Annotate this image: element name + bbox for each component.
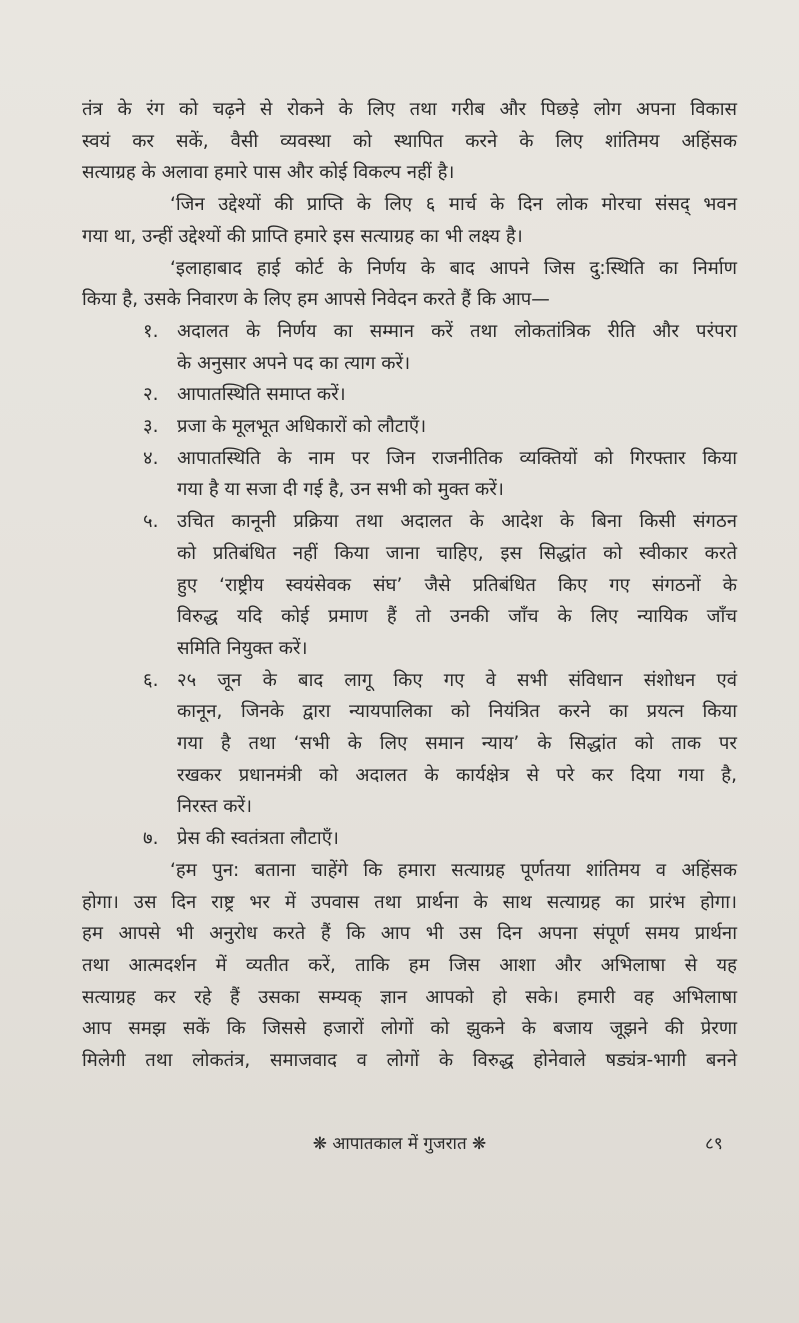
paragraph-line: होगा। उस दिन राष्ट्र भर में उपवास तथा प्रार्थना के साथ सत्याग्रह का प्रारंभ होगा।: [82, 891, 737, 913]
list-item-number: ३.: [143, 416, 159, 437]
list-item-number: ७.: [143, 828, 159, 850]
paragraph-line: ‘जिन उद्देश्यों की प्राप्ति के लिए ६ मार्च के दिन लोक मोरचा संसद् भवन: [170, 194, 737, 216]
paragraph-line: हम आपसे भी अनुरोध करते हैं कि आप भी उस दिन अपना संपूर्ण समय प्रार्थना: [82, 923, 737, 945]
list-item-line: कानून, जिनके द्वारा न्यायपालिका को नियंत्रित करने का प्रयत्न किया: [177, 701, 737, 723]
paragraph-line: ‘इलाहाबाद हाई कोर्ट के निर्णय के बाद आपने जिस दु:स्थिति का निर्माण: [170, 257, 737, 279]
list-item-line: आपातस्थिति समाप्त करें।: [177, 384, 346, 406]
list-item-line: के अनुसार अपने पद का त्याग करें।: [177, 352, 411, 374]
list-item-line: हुए ‘राष्ट्रीय स्वयंसेवक संघ’ जैसे प्रतिबंधित किए गए संगठनों के: [177, 574, 737, 596]
list-item-line: गया है या सजा दी गई है, उन सभी को मुक्त करें।: [177, 479, 504, 501]
list-item-line: निरस्त करें।: [177, 796, 253, 818]
paragraph-line: तंत्र के रंग को चढ़ने से रोकने के लिए तथा गरीब और पिछड़े लोग अपना विकास: [82, 99, 737, 120]
list-item-line: प्रेस की स्वतंत्रता लौटाएँ।: [177, 828, 339, 850]
list-item-line: को प्रतिबंधित नहीं किया जाना चाहिए, इस सिद्धांत को स्वीकार करते: [177, 542, 737, 564]
paragraph-line: सत्याग्रह के अलावा हमारे पास और कोई विकल्प नहीं है।: [82, 162, 455, 184]
paragraph-line: सत्याग्रह कर रहे हैं उसका सम्यक् ज्ञान आपको हो सके। हमारी वह अभिलाषा: [82, 986, 737, 1008]
list-item-line: विरुद्ध यदि कोई प्रमाण हैं तो उनकी जाँच के लिए न्यायिक जाँच: [177, 606, 737, 628]
running-footer-title: ❋ आपातकाल में गुजरात ❋: [312, 1134, 487, 1154]
list-item-line: गया है तथा ‘सभी के लिए समान न्याय’ के सिद्धांत को ताक पर: [177, 733, 737, 754]
list-item-line: रखकर प्रधानमंत्री को अदालत के कार्यक्षेत्र से परे कर दिया गया है,: [177, 764, 737, 786]
list-item-number: ४.: [143, 447, 159, 469]
paragraph-line: ‘हम पुन: बताना चाहेंगे कि हमारा सत्याग्रह पूर्णतया शांतिमय व अहिंसक: [170, 859, 737, 881]
list-item-line: आपातस्थिति के नाम पर जिन राजनीतिक व्यक्तियों को गिरफ्तार किया: [177, 447, 737, 469]
list-item-line: प्रजा के मूलभूत अधिकारों को लौटाएँ।: [177, 416, 427, 437]
list-item-line: समिति नियुक्त करें।: [177, 637, 308, 659]
page-number: ८९: [705, 1134, 723, 1154]
paragraph-line: तथा आत्मदर्शन में व्यतीत करें, ताकि हम जिस आशा और अभिलाषा से यह: [82, 954, 737, 976]
paragraph-line: स्वयं कर सकें, वैसी व्यवस्था को स्थापित करने के लिए शांतिमय अहिंसक: [82, 130, 737, 152]
list-item-line: २५ जून के बाद लागू किए गए वे सभी संविधान संशोधन एवं: [177, 669, 737, 691]
list-item-number: २.: [143, 384, 159, 406]
paragraph-line: गया था, उन्हीं उद्देश्यों की प्राप्ति हमारे इस सत्याग्रह का भी लक्ष्य है।: [82, 225, 523, 247]
list-item-number: ५.: [143, 511, 159, 533]
list-item-number: १.: [143, 320, 159, 342]
list-item-line: अदालत के निर्णय का सम्मान करें तथा लोकतांत्रिक रीति और परंपरा: [177, 320, 737, 342]
paragraph-line: आप समझ सकें कि जिससे हजारों लोगों को झुकने के बजाय जूझने की प्रेरणा: [82, 1018, 737, 1040]
list-item-line: उचित कानूनी प्रक्रिया तथा अदालत के आदेश के बिना किसी संगठन: [177, 511, 737, 533]
paragraph-line: किया है, उसके निवारण के लिए हम आपसे निवेदन करते हैं कि आप—: [82, 289, 550, 311]
paragraph-line: मिलेगी तथा लोकतंत्र, समाजवाद व लोगों के विरुद्ध होनेवाले षड्यंत्र-भागी बनने: [82, 1050, 737, 1071]
list-item-number: ६.: [143, 669, 159, 691]
